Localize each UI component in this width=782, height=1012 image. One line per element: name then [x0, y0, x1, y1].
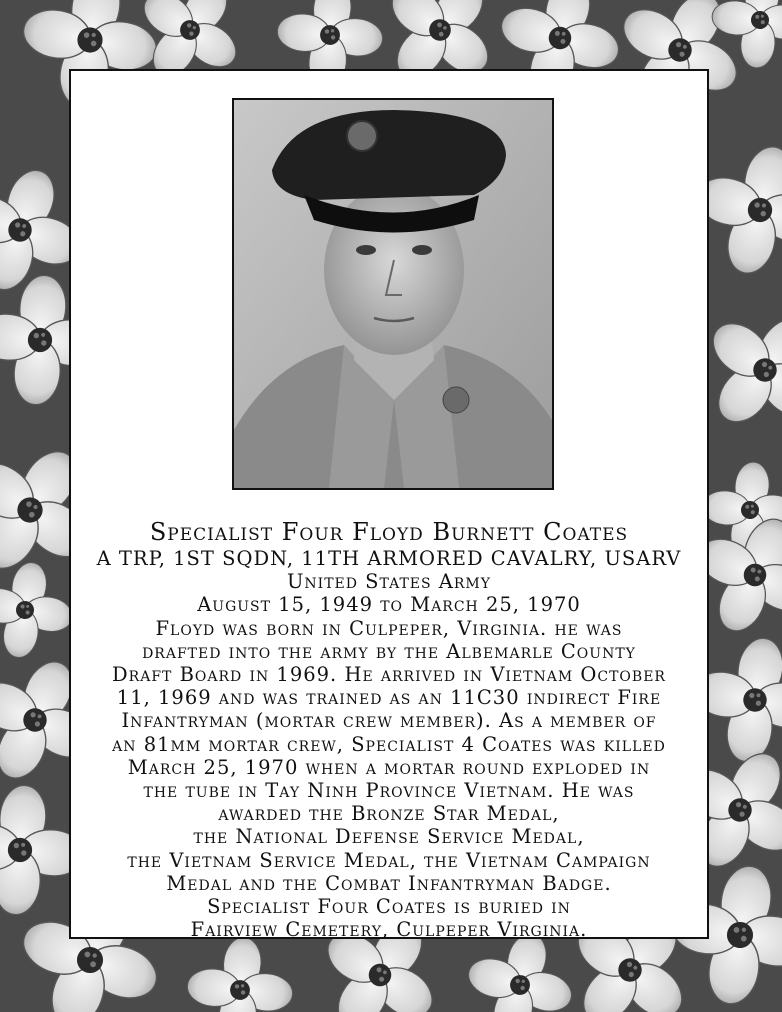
- soldier-name: Specialist Four Floyd Burnett Coates: [149, 518, 629, 546]
- bio-line: Draft Board in 1969. He arrived in Vietnam October: [112, 663, 666, 687]
- bio-line: the tube in Tay Ninh Province Vietnam. He was: [143, 779, 635, 803]
- bio-line: an 81mm mortar crew, Specialist 4 Coates was killed: [112, 732, 666, 756]
- bio-line: 11, 1969 and was trained as an 11C30 indirect Fire: [116, 686, 662, 710]
- memorial-text: [71, 517, 707, 941]
- memorial-panel: [69, 69, 709, 942]
- bio-line: Infantryman (mortar crew member). As a member of: [121, 709, 657, 733]
- bio-line: Fairview Cemetery, Culpeper Virginia.: [190, 918, 588, 942]
- branch-line: United States Army: [286, 570, 492, 594]
- soldier-portrait-photo: [232, 98, 554, 490]
- bio-line: the National Defense Service Medal,: [193, 825, 585, 849]
- unit-line: A TRP, 1ST SQDN, 11TH ARMORED CAVALRY, USARV: [96, 547, 682, 570]
- bio-line: awarded the Bronze Star Medal,: [218, 802, 560, 826]
- dates-line: August 15, 1949 to March 25, 1970: [197, 593, 581, 617]
- bio-line: drafted into the army by the Albemarle County: [142, 639, 636, 663]
- bio-line: March 25, 1970 when a mortar round exploded in: [127, 755, 651, 779]
- bio-line: Floyd was born in Culpeper, Virginia. he was: [155, 616, 623, 640]
- bio-line: Specialist Four Coates is buried in: [207, 895, 571, 919]
- bio-line: the Vietnam Service Medal, the Vietnam Campaign: [127, 848, 651, 872]
- bio-line: Medal and the Combat Infantryman Badge.: [166, 871, 612, 895]
